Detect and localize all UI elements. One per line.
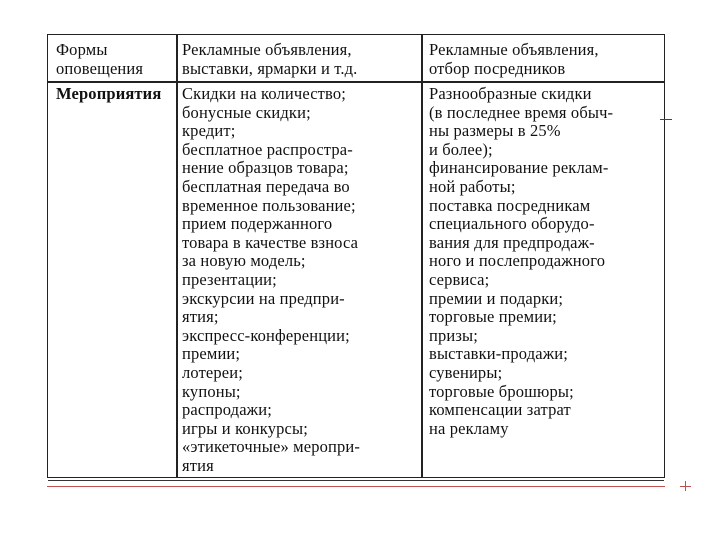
header-text: Формы <box>56 40 108 59</box>
list-item: презентации; <box>182 269 277 289</box>
list-item: нение образцов товара; <box>182 158 349 178</box>
list-item: премии; <box>182 344 241 364</box>
list-item: ной работы; <box>429 176 516 196</box>
list-item: премии и подарки; <box>429 288 564 308</box>
list-item: ятия; <box>182 307 219 327</box>
list-item: Скидки на количество; <box>182 84 347 103</box>
list-item: лотереи; <box>182 362 243 382</box>
list-item: (в последнее время обыч- <box>429 102 614 122</box>
column-divider <box>421 35 423 477</box>
list-item: купоны; <box>182 381 241 401</box>
header-text: оповещения <box>56 58 144 78</box>
list-item: торговые брошюры; <box>429 381 574 401</box>
list-item: компенсации затрат <box>429 400 571 420</box>
list-item: торговые премии; <box>429 307 557 327</box>
column-divider <box>176 35 178 477</box>
promotion-table <box>47 34 665 478</box>
list-item: «этикеточные» меропри- <box>182 437 361 457</box>
header-cell-ads-intermediaries <box>429 41 663 78</box>
list-item: выставки-продажи; <box>429 344 569 364</box>
intermediary-measures-cell <box>429 85 663 438</box>
list-item: бесплатная передача во <box>182 176 350 196</box>
row-label-cell <box>56 85 174 104</box>
list-item: на рекламу <box>429 418 509 438</box>
list-item: вания для предпродаж- <box>429 232 595 252</box>
list-item: ного и послепродажного <box>429 251 606 271</box>
header-text: Рекламные объявления, <box>182 40 352 59</box>
list-item: за новую модель; <box>182 251 306 271</box>
bottom-rule <box>47 486 665 487</box>
list-item: финансирование реклам- <box>429 158 609 178</box>
crosshair-mark <box>680 486 691 487</box>
list-item: ятия <box>182 455 214 475</box>
header-text: отбор посредников <box>429 58 566 78</box>
list-item: ны размеры в 25% <box>429 121 561 141</box>
header-text: выставки, ярмарки и т.д. <box>182 58 358 78</box>
row-label: Мероприятия <box>56 84 162 103</box>
list-item: Разнообразные скидки <box>429 84 592 103</box>
list-item: специального оборудо- <box>429 214 595 234</box>
consumer-measures-cell <box>182 85 418 475</box>
list-item: распродажи; <box>182 400 272 420</box>
header-cell-forms <box>56 41 174 78</box>
list-item: поставка посредникам <box>429 195 591 215</box>
list-item: кредит; <box>182 121 236 141</box>
list-item: экспресс-конференции; <box>182 325 350 345</box>
list-item: бесплатное распростра- <box>182 139 353 159</box>
list-item: сувениры; <box>429 362 503 382</box>
list-item: экскурсии на предпри- <box>182 288 345 308</box>
header-text: Рекламные объявления, <box>429 40 599 59</box>
list-item: призы; <box>429 325 478 345</box>
list-item: товара в качестве взноса <box>182 232 359 252</box>
list-item: временное пользование; <box>182 195 356 215</box>
list-item: сервиса; <box>429 269 490 289</box>
row-divider <box>48 81 664 83</box>
header-cell-ads-exhibitions <box>182 41 418 78</box>
margin-tick <box>660 119 672 120</box>
list-item: игры и конкурсы; <box>182 418 308 438</box>
list-item: прием подержанного <box>182 214 333 234</box>
list-item: и более); <box>429 139 493 159</box>
list-item: бонусные скидки; <box>182 102 311 122</box>
